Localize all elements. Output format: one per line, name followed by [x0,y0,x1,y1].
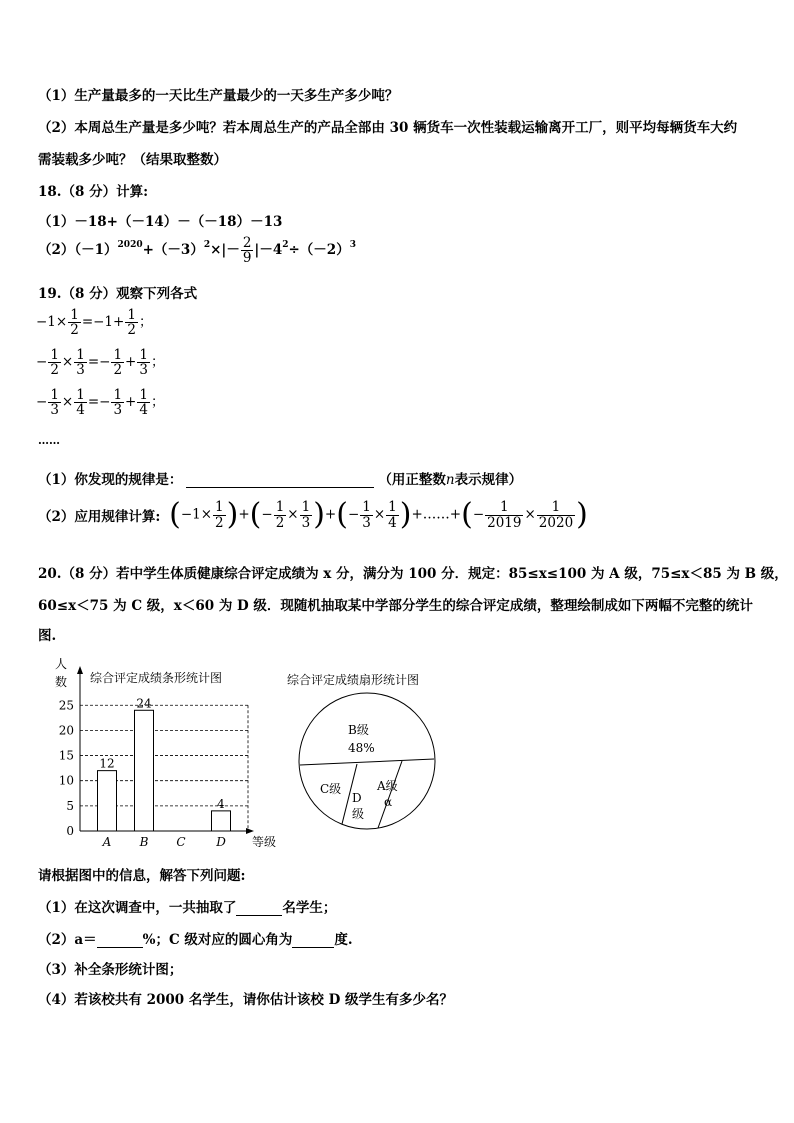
eq3-frac2-num: 1 [113,387,123,403]
eq2-frac1-num: 1 [76,347,85,363]
q18-part2-mid1: +（－3） [142,242,204,259]
q19-part2-prefix: （2）应用规律计算: [38,509,161,525]
q17-part2-line1: （2）本周总生产量是多少吨？若本周总生产的产品全部由 30 辆货车一次性装载运输离开工厂，则平均每辆货车大约 [38,120,738,136]
eq1-end: ； [138,314,153,331]
eq3-frac2-den: 3 [113,402,123,419]
bar-ytick-label: 20 [58,723,74,738]
calc-t4-den2: 2020 [538,514,574,531]
q17-part2-line2: 需装载多少吨？（结果取整数） [38,152,227,168]
calc-t4-frac2 [537,500,575,529]
calc-t4-den1: 2019 [487,514,522,531]
eq2-frac2 [111,348,124,377]
q20-part1-a: （1）在这次调查中，一共抽取了 [38,900,237,916]
q18-frac-den: 9 [242,250,252,267]
bar-ytick-label: 5 [66,798,74,813]
calc-t2-num2: 1 [301,499,311,516]
q19-eq2 [36,348,164,377]
bar-A [98,771,117,831]
eq3-frac3-num: 1 [139,387,148,403]
q20-part2-a: （2）a＝ [38,932,97,948]
bar-chart [40,654,290,854]
pie-label-c: C级 [320,782,342,796]
pie-value-a: α [384,795,393,809]
q19-eq3 [36,388,164,417]
calc-t2-frac1 [274,500,287,529]
q18-exp2: 2 [203,240,211,251]
eq2-frac0 [48,348,61,377]
q18-part2-prefix: （2）（－1） [38,242,118,259]
bar-data-label: 24 [136,696,152,711]
pie-chart [280,660,460,840]
eq2-frac0-den: 2 [50,362,59,379]
calc-t2-num1: 1 [275,499,285,516]
eq3-frac0 [48,388,61,417]
calc-t1-term: −1× [180,506,213,523]
eq1-term2: =−1+ [81,314,125,331]
bar-category-label: A [102,835,112,849]
pie-label-d-line2: 级 [352,807,365,821]
bar-category-label: D [216,835,226,849]
eq3-sign: − [36,394,48,411]
calc-t1-den: 2 [215,514,224,531]
bar-category-label: B [139,835,149,849]
bar-x-arrow [246,828,254,834]
q19-heading: 19.（8 分）观察下列各式 [38,286,198,302]
calc-t3-den2: 4 [388,514,397,531]
eq1-frac1-den: 2 [70,322,79,339]
calc-t4-frac1 [485,500,523,529]
pie-label-b: B级 [348,723,369,737]
eq1-frac1-num: 1 [70,307,79,323]
q18-part1: （1）－18+（－14）－（－18）－13 [38,214,283,230]
q19-part1 [38,468,522,488]
eq3-times: × [61,394,74,411]
bar-category-label: C [176,835,186,849]
eq2-frac1-den: 3 [76,362,85,379]
q18-fraction [241,236,254,265]
q20-part2 [38,928,353,948]
pie-value-b: 48% [348,741,375,755]
bar-ytick-label: 25 [58,698,74,713]
eq2-frac2-den: 2 [113,362,123,379]
q18-part2-mid3: |－4 [254,242,283,259]
calc-plus1: + [238,506,250,523]
eq1-frac2 [125,308,138,337]
q19-var-n: n [445,472,455,488]
calc-dots: +……+ [411,506,462,523]
calc-times2: × [287,506,299,523]
q18-exp1: 2020 [117,240,143,251]
eq3-frac0-num: 1 [50,387,59,403]
bar-chart-title: 综合评定成绩条形统计图 [90,671,223,685]
eq2-plus: + [125,354,137,371]
q20-part2-b: %；C 级对应的圆心角为 [142,932,293,948]
q20-line3: 图. [38,628,57,644]
q20-part2-blank-angle[interactable] [292,933,334,948]
calc-t4-num1: 1 [485,500,523,515]
q19-part1-suffix-a: （用正整数 [378,472,446,488]
calc-minus2: − [261,506,273,523]
eq2-end: ； [150,354,165,371]
q19-part2 [38,497,588,532]
calc-plus2: + [324,506,337,523]
calc-t2-den1: 2 [275,514,285,531]
eq3-eq: =− [87,394,111,411]
calc-t3-num1: 1 [362,499,371,516]
q19-part1-suffix-b: 表示规律） [454,472,523,488]
bar-data-label: 12 [99,756,115,771]
bar-B [135,710,154,831]
eq2-frac3-num: 1 [139,347,148,363]
q19-ellipsis: …… [38,434,60,447]
eq3-end: ； [150,394,165,411]
eq2-frac1 [74,348,87,377]
pie-label-a: A级 [377,779,398,793]
q20-part1-b: 名学生； [282,900,337,916]
q19-part1-answer-blank[interactable] [186,473,374,488]
bar-ytick-label: 10 [58,773,74,788]
eq3-frac1 [74,388,87,417]
calc-minus4: − [472,506,485,523]
q19-part1-prefix: （1）你发现的规律是： [38,472,183,488]
bar-ytick-label: 0 [66,824,74,838]
q18-part2 [38,236,356,265]
q20-part3: （3）补全条形统计图； [38,962,183,978]
q20-after-chart: 请根据图中的信息，解答下列问题: [38,868,246,884]
q20-part4: （4）若该校共有 2000 名学生，请你估计该校 D 级学生有多少名？ [38,992,453,1008]
calc-times3: × [373,506,386,523]
q19-eq1 [36,308,152,337]
eq3-frac0-den: 3 [50,402,59,419]
calc-t3-frac1 [360,500,373,529]
calc-t2-den2: 3 [301,514,311,531]
q19-calc-expression: (−1× $\frac{1}{2}$ )+(− $\frac{1}{2}$ × $\frac{1}{3}$ )+(− $\frac{1}{3}$ × $\frac{1}{4}$ )+……+(− $\frac{1}{2019}$ × $\frac{1}{2020}$ ) [169,497,588,532]
eq2-sign: − [36,354,48,371]
bar-xlabel: 等级 [252,835,277,849]
eq2-eq: =− [87,354,111,371]
q18-exp3: 2 [282,240,289,251]
eq3-plus: + [125,394,137,411]
q18-frac-num: 2 [242,235,252,251]
q20-line1: 20.（8 分）若中学生体质健康综合评定成绩为 x 分，满分为 100 分．规定：85≤x≤100 为 A 级，75≤x＜85 为 B 级， [38,566,788,582]
calc-t4-num2: 1 [537,500,575,515]
bar-D [212,811,231,831]
eq3-frac3-den: 4 [139,402,148,419]
eq2-times: × [61,354,74,371]
calc-t2-frac2 [300,500,313,529]
q20-line2: 60≤x＜75 为 C 级，x＜60 为 D 级．现随机抽取某中学部分学生的综合评定成绩，整理绘制成如下两幅不完整的统计 [38,598,753,614]
q20-part2-c: 度. [334,932,353,948]
q18-heading: 18.（8 分）计算: [38,184,149,200]
eq1-frac1 [68,308,81,337]
pie-label-d-line1: D [352,791,362,805]
bar-ylabel-line1: 人 [55,657,68,671]
eq2-frac2-num: 1 [113,347,123,363]
eq2-frac3-den: 3 [139,362,148,379]
bar-ylabel-line2: 数 [55,675,68,689]
eq3-frac2 [111,388,124,417]
calc-t1-num: 1 [215,499,224,516]
eq3-frac3 [137,388,150,417]
calc-t3-frac2 [386,500,399,529]
eq1-frac2-num: 1 [127,307,136,323]
bar-ytick-label: 15 [58,748,74,763]
eq3-frac1-num: 1 [76,387,85,403]
eq1-frac2-den: 2 [127,322,136,339]
q18-part2-mid2: ×|－ [210,242,240,259]
calc-times4: × [524,506,536,523]
bar-marks [98,696,231,831]
q20-part1 [38,896,336,916]
bar-y-arrow [77,666,83,674]
q20-part2-blank-a[interactable] [97,933,143,948]
q18-exp4: 3 [349,240,356,251]
calc-minus3: − [347,506,360,523]
q18-part2-mid4: ÷（－2） [288,242,350,259]
calc-t3-den1: 3 [362,514,371,531]
eq2-frac0-num: 1 [50,347,59,363]
eq3-frac1-den: 4 [76,402,85,419]
pie-chart-title: 综合评定成绩扇形统计图 [287,673,420,687]
eq1-term: −1× [36,314,68,331]
calc-t1-frac [213,500,226,529]
q17-part1: （1）生产量最多的一天比生产量最少的一天多生产多少吨？ [38,88,399,104]
bar-data-label: 4 [217,796,225,811]
pie-circle [299,693,435,829]
eq2-frac3 [137,348,150,377]
q20-part1-blank[interactable] [236,901,282,916]
calc-t3-num2: 1 [388,499,397,516]
